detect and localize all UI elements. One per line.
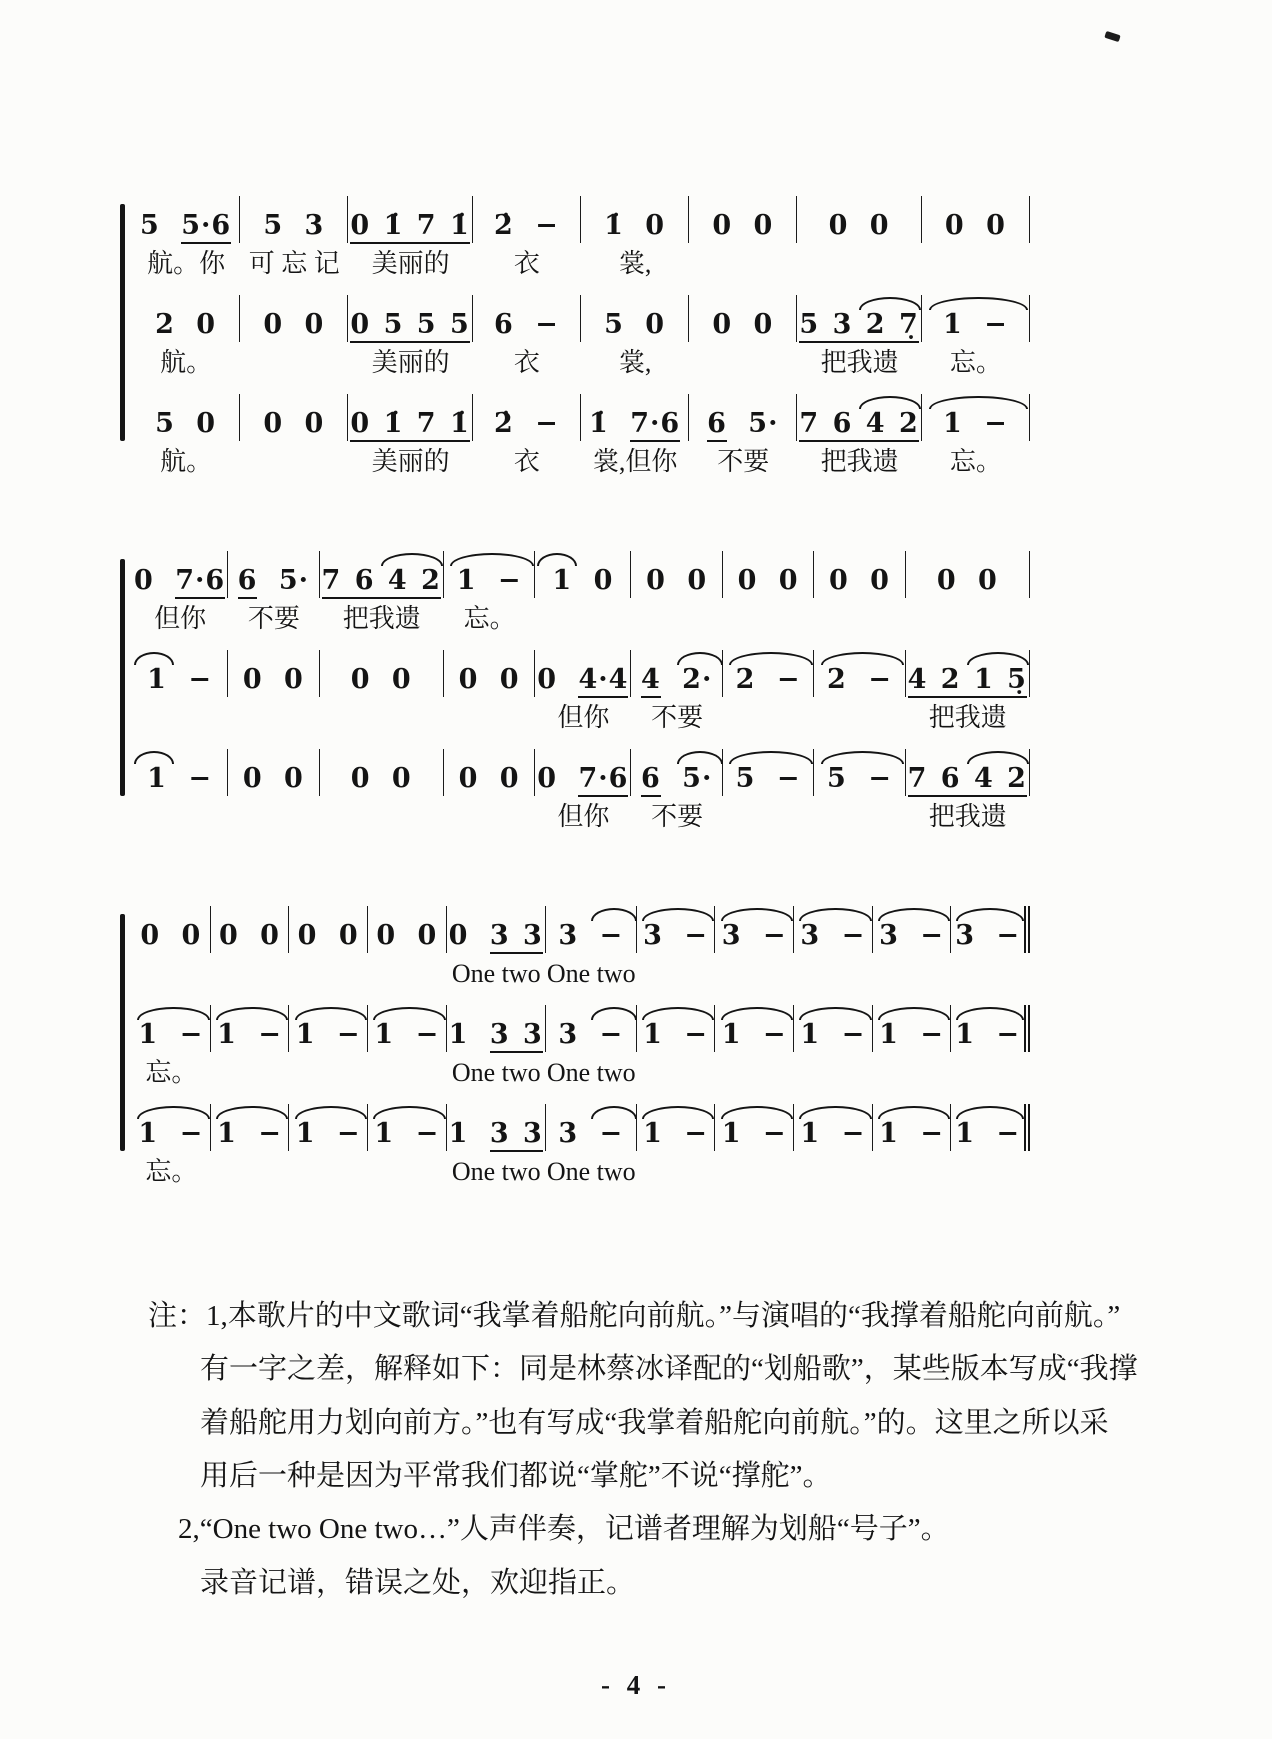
notation-measure: 1 3 3 (447, 1104, 546, 1151)
lyric-cell (951, 1151, 1030, 1203)
lyric-cell (637, 1151, 716, 1203)
lyric-cell: 裳,但你 (592, 447, 678, 477)
notation-measure: 1̇ 7·6 (581, 394, 689, 441)
notation-measure: 0 0 (797, 196, 921, 243)
notation-measure: 1 − (368, 1005, 447, 1052)
notation-measure: 5 − (814, 749, 905, 796)
lyric-cell (723, 697, 814, 749)
system-grid (132, 551, 1030, 848)
notation-measure: 6 5· (689, 394, 797, 441)
notation-measure: 0 0 (906, 551, 1030, 598)
lyric-cell (689, 243, 797, 295)
notation-measure: 1 − (444, 551, 535, 598)
lyric-cell (631, 598, 722, 650)
notation-measure: 0 0 (132, 906, 211, 953)
lyric-cell: One two (451, 959, 541, 989)
lyric-cell: 美丽的 (371, 249, 450, 279)
notation-measure: 1 − (132, 650, 228, 697)
lyric-cell (689, 342, 797, 394)
notation-measure: 2 − (814, 650, 905, 697)
notation-measure: 2̇ − (473, 196, 581, 243)
notation-measure: 1 3 3 (447, 1005, 546, 1052)
footnote-line: 着船舵用力划向前方。”也有写成“我掌着船舵向前航。”的。这里之所以采 (200, 1406, 1109, 1439)
lyric-cell (368, 1151, 447, 1203)
lyric-cell (320, 697, 444, 749)
notation-measure: 7 6 4 2 (320, 551, 444, 598)
lyric-cell (240, 441, 348, 493)
lyric-cell (211, 1052, 290, 1104)
footnotes (148, 1290, 1163, 1610)
notation-measure: 1̇ 0 (581, 196, 689, 243)
notation-measure: 0 0 (320, 749, 444, 796)
notation-measure: 1 − (951, 1005, 1030, 1052)
lyric-cell (873, 1052, 952, 1104)
lyric-cell: 把我遗 (928, 802, 1007, 832)
lyric-cell: 可 忘 记 (248, 249, 340, 279)
lyric-cell (289, 953, 368, 1005)
system-grid (132, 906, 1030, 1203)
notation-measure: 1 − (873, 1005, 952, 1052)
notation-measure: 0 0 (631, 551, 722, 598)
lyric-cell (289, 1151, 368, 1203)
lyric-cell: 忘。 (145, 1058, 198, 1088)
notation-measure: 0 0 (228, 650, 319, 697)
lyric-cell (873, 1151, 952, 1203)
notation-measure: 1 − (132, 1005, 211, 1052)
notation-measure: 3 − (715, 906, 794, 953)
notation-measure: 5 3 (240, 196, 348, 243)
lyric-cell (240, 342, 348, 394)
lyric-cell (797, 243, 921, 295)
footnote-line: 录音记谱，错误之处，欢迎指正。 (200, 1566, 636, 1599)
notation-measure: 0 7·6 (535, 749, 631, 796)
notation-measure: 0 1̇ 7 1̇ (348, 394, 472, 441)
footnote-line: 注：1,本歌片的中文歌词“我掌着船舵向前航。”与演唱的“我撑着船舵向前航。” (148, 1300, 1121, 1332)
lyric-cell (951, 953, 1030, 1005)
notation-measure: 0 0 (289, 906, 368, 953)
lyric-cell (211, 953, 290, 1005)
notation-measure: 0 0 (320, 650, 444, 697)
lyric-cell (794, 1151, 873, 1203)
lyric-cell (368, 1052, 447, 1104)
lyric-cell: 裳, (618, 348, 652, 378)
notation-measure: 0 5 5 5 (348, 295, 472, 342)
notation-measure: 1 − (637, 1005, 716, 1052)
notation-measure: 2 0 (132, 295, 240, 342)
lyric-cell: 美丽的 (371, 447, 450, 477)
notation-measure: 7 6 4 2 (797, 394, 921, 441)
notation-measure: 1 − (132, 1104, 211, 1151)
notation-measure: 5 3 2 7̣ (797, 295, 921, 342)
page-number: - 4 - (601, 1670, 671, 1700)
notation-measure: 3 − (546, 906, 637, 953)
notation-measure: 1 − (637, 1104, 716, 1151)
lyric-cell (289, 1052, 368, 1104)
notation-measure: 3 − (794, 906, 873, 953)
notation-measure: 2̇ − (473, 394, 581, 441)
notation-measure: 3 − (637, 906, 716, 953)
lyric-cell (211, 1151, 290, 1203)
notation-measure: 1 − (951, 1104, 1030, 1151)
footnote-line: 有一字之差，解释如下：同是林蔡冰译配的“划船歌”，某些版本写成“我撑 (200, 1353, 1138, 1386)
lyric-cell: 不要 (651, 802, 704, 832)
notation-measure: 0 0 (211, 906, 290, 953)
notation-measure: 0 0 (689, 196, 797, 243)
lyric-cell (228, 796, 319, 848)
notation-measure: 1 − (211, 1005, 290, 1052)
notation-measure: 3 − (951, 906, 1030, 953)
system-grid (132, 196, 1030, 493)
notation-measure: 1 − (922, 394, 1030, 441)
lyric-cell (951, 1052, 1030, 1104)
notation-measure: 1 − (289, 1005, 368, 1052)
system-1 (124, 196, 1030, 493)
lyric-cell (535, 598, 631, 650)
notation-measure: 7 6 4 2 (906, 749, 1030, 796)
lyric-cell (320, 796, 444, 848)
system-brace (120, 559, 125, 796)
lyric-cell (444, 796, 535, 848)
lyric-cell: 把我遗 (820, 348, 899, 378)
notation-measure: 1 − (132, 749, 228, 796)
lyric-cell: 忘。 (949, 447, 1002, 477)
notation-measure: 0 0 (444, 650, 535, 697)
notation-measure: 0 0 (689, 295, 797, 342)
notation-measure: 1 − (873, 1104, 952, 1151)
notation-measure: 1 − (289, 1104, 368, 1151)
notation-measure: 5 5·6 (132, 196, 240, 243)
lyric-cell: One two (546, 1157, 636, 1187)
notation-measure: 6 5· (631, 749, 722, 796)
lyric-cell: 把我遗 (928, 703, 1007, 733)
notation-measure: 3 − (546, 1005, 637, 1052)
lyric-cell: 衣 (513, 249, 540, 279)
lyric-cell (814, 598, 905, 650)
lyric-cell: 裳, (618, 249, 652, 279)
lyric-cell (922, 243, 1030, 295)
lyric-cell: 衣 (513, 348, 540, 378)
lyric-cell: 美丽的 (371, 348, 450, 378)
lyric-cell: 航。 (160, 348, 213, 378)
lyric-cell (228, 697, 319, 749)
lyric-cell: One two (451, 1058, 541, 1088)
notation-measure: 0 0 (240, 394, 348, 441)
notation-measure: 1 − (922, 295, 1030, 342)
notation-measure: 4 2· (631, 650, 722, 697)
notation-measure: 6 − (473, 295, 581, 342)
notation-measure: 5 0 (581, 295, 689, 342)
lyric-cell (368, 953, 447, 1005)
notation-measure: 0 0 (368, 906, 447, 953)
system-3 (124, 906, 1030, 1203)
lyric-cell: 把我遗 (820, 447, 899, 477)
notation-measure: 0 7·6 (132, 551, 228, 598)
notation-measure: 1 − (715, 1005, 794, 1052)
notation-measure: 0 4·4 (535, 650, 631, 697)
lyric-cell: 不要 (651, 703, 704, 733)
notation-measure: 0 0 (922, 196, 1030, 243)
notation-measure: 0 1̇ 7 1̇ (348, 196, 472, 243)
notation-measure: 5 0 (132, 394, 240, 441)
music-area (124, 196, 1030, 1261)
notation-measure: 1 − (794, 1005, 873, 1052)
notation-measure: 0 3 3 (447, 906, 546, 953)
lyric-cell: 但你 (154, 604, 207, 634)
lyric-cell: One two (451, 1157, 541, 1187)
footnote-line: 用后一种是因为平常我们都说“掌舵”不说“撑舵”。 (200, 1460, 832, 1493)
system-2 (124, 551, 1030, 848)
lyric-cell (132, 697, 228, 749)
notation-measure: 1 − (211, 1104, 290, 1151)
lyric-cell (715, 953, 794, 1005)
lyric-cell: 但你 (557, 703, 610, 733)
lyric-cell (637, 953, 716, 1005)
lyric-cell (132, 796, 228, 848)
lyric-cell: 但你 (557, 802, 610, 832)
lyric-cell (723, 796, 814, 848)
lyric-cell (794, 1052, 873, 1104)
lyric-cell (873, 953, 952, 1005)
lyric-cell: 不要 (247, 604, 300, 634)
lyric-cell: 衣 (513, 447, 540, 477)
lyric-cell (723, 598, 814, 650)
lyric-cell: 航。 (160, 447, 213, 477)
lyric-cell: One two (546, 1058, 636, 1088)
lyric-cell (715, 1151, 794, 1203)
notation-measure: 0 0 (228, 749, 319, 796)
notation-measure: 0 0 (814, 551, 905, 598)
lyric-cell: 航。你 (147, 249, 226, 279)
notation-measure: 1 − (794, 1104, 873, 1151)
system-brace (120, 914, 125, 1151)
notation-measure: 0 0 (444, 749, 535, 796)
lyric-cell (132, 953, 211, 1005)
lyric-cell (814, 697, 905, 749)
lyric-cell (814, 796, 905, 848)
system-brace (120, 204, 125, 441)
lyric-cell: One two (546, 959, 636, 989)
notation-measure: 3 − (546, 1104, 637, 1151)
lyric-cell (444, 697, 535, 749)
notation-measure: 1 − (368, 1104, 447, 1151)
lyric-cell: 忘。 (463, 604, 516, 634)
notation-measure: 3 − (873, 906, 952, 953)
lyric-cell (637, 1052, 716, 1104)
notation-measure: 1 − (715, 1104, 794, 1151)
notation-measure: 1 0 (535, 551, 631, 598)
lyric-cell: 忘。 (949, 348, 1002, 378)
notation-measure: 0 0 (723, 551, 814, 598)
scan-artifact-mark (1104, 31, 1120, 42)
notation-measure: 4 2 1 5̣ (906, 650, 1030, 697)
notation-measure: 5 − (723, 749, 814, 796)
notation-measure: 2 − (723, 650, 814, 697)
lyric-cell: 忘。 (145, 1157, 198, 1187)
lyric-cell: 不要 (717, 447, 770, 477)
lyric-cell (906, 598, 1030, 650)
notation-measure: 0 0 (240, 295, 348, 342)
lyric-cell (794, 953, 873, 1005)
notation-measure: 6 5· (228, 551, 319, 598)
footnote-line: 2,“One two One two…”人声伴奏，记谱者理解为划船“号子”。 (178, 1513, 950, 1546)
lyric-cell: 把我遗 (342, 604, 421, 634)
lyric-cell (715, 1052, 794, 1104)
